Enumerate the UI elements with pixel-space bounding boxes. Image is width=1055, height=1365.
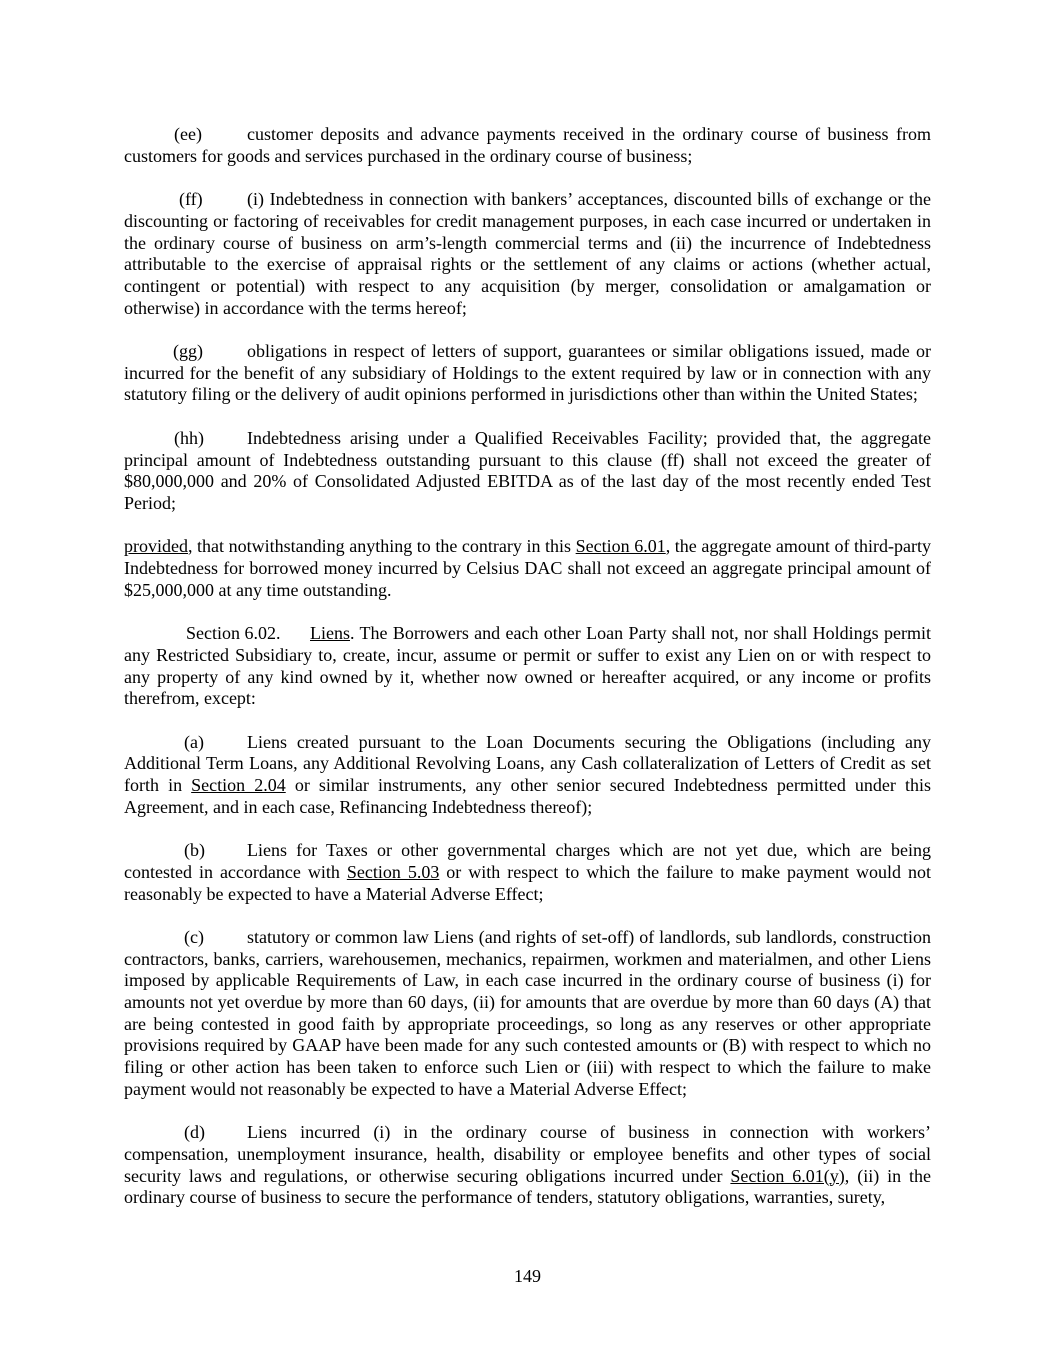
proviso-text: , the aggregate amount of third-party Indebtedness for borrowed money incurred by Celsius DAC shall not exceed an aggregate principal amount of $25,000,000 at any time outstanding. <box>124 536 932 600</box>
clause-text: , (ii) in the ordinary course of business to secure the performance of tenders, statutory obligations, warranties, surety, <box>124 1165 931 1208</box>
clause-gg <box>124 341 931 406</box>
clause-text: statutory or common law Liens (and rights of set-off) of landlords, sub landlords, construction contractors, banks, carriers, warehousemen, mechanics, repairmen, workmen and materialmen, and other Liens imposed by applicable Requirements of Law, in each case incurred in the ordinary course of business (i) for amounts not yet overdue by more than 60 days, (ii) for amounts that are overdue by more than 60 days (A) that are being contested in good faith by appropriate proceedings, so long as any reserves or other appropriate provisions required by GAAP have been made for any such contested amounts or (B) with respect to which no filing or other action has been taken to enforce such Lien or (iii) with respect to which the failure to make payment would not reasonably be expected to have a Material Adverse Effect; <box>124 926 931 1099</box>
section-reference: Section 2.04 <box>191 775 286 795</box>
clause-text: obligations in respect of letters of support, guarantees or similar obligations issued, made or incurred for the benefit of any subsidiary of Holdings to the extent required by law or in connection with any statutory filing or the delivery of audit opinions performed in jurisdictions other than within the United States; <box>124 341 931 405</box>
proviso-lead: provided <box>124 536 188 557</box>
lien-clause-a <box>124 732 931 819</box>
clause-label: (ee) <box>174 124 202 144</box>
lien-clause-d <box>124 1122 931 1209</box>
section-reference: Section 5.03 <box>346 861 440 882</box>
clause-label: (d) <box>184 1122 205 1143</box>
clause-label: (c) <box>184 926 204 947</box>
proviso-text: , that notwithstanding anything to the contrary in this <box>187 536 576 557</box>
clause-text: Indebtedness arising under a Qualified Receivables Facility; provided that, the aggregate principal amount of Indebtedness outstanding pursuant to this clause (ff) shall not exceed the greater of $80,000,000 and 20% of Consolidated Adjusted EBITDA as of the last day of the most recently ended Test Period; <box>124 427 931 513</box>
clause-text: Liens incurred (i) in the ordinary course of business in connection with workers’ compensation, unemployment insurance, health, disability or employee benefits and other types of social security laws and regulations, or otherwise securing obligations incurred under <box>124 1122 931 1186</box>
clause-text: (i) Indebtedness in connection with bankers’ acceptances, discounted bills of exchange or the discounting or factoring of receivables for credit management purposes, in each case incurred or undertaken in the ordinary course of business on arm’s-length commercial terms and (ii) the incurrence of Indebtedness attributable to the exercise of appraisal rights or the settlement of any claims or actions (whether actual, contingent or potential) with respect to any acquisition (by merger, consolidation or amalgamation or otherwise) in accordance with the terms hereof; <box>124 189 931 318</box>
clause-label: (ff) <box>179 189 203 210</box>
clause-label: (a) <box>184 731 204 752</box>
clause-hh <box>124 428 931 515</box>
section-reference: Section 6.01(y) <box>730 1165 845 1186</box>
lien-clause-b <box>124 840 931 905</box>
clause-text: Liens created pursuant to the Loan Documents securing the Obligations (including any Additional Term Loans, any Additional Revolving Loans, any Cash collateralization of Letters of Credit as set forth in <box>124 731 931 795</box>
lien-clause-c <box>124 927 931 1101</box>
section-title: Liens <box>310 623 350 644</box>
clause-ff <box>124 189 931 319</box>
proviso-paragraph <box>124 536 931 601</box>
section-number: Section 6.02. <box>186 623 281 644</box>
clause-text: customer deposits and advance payments received in the ordinary course of business from customers for goods and services purchased in the ordinary course of business; <box>124 124 931 166</box>
clause-ee <box>124 124 931 167</box>
page-number: 149 <box>514 1266 541 1286</box>
clause-label: (gg) <box>173 341 203 361</box>
section-6-02 <box>124 623 931 710</box>
clause-label: (b) <box>184 840 205 861</box>
section-reference: Section 6.01 <box>575 536 666 557</box>
clause-label: (hh) <box>174 427 204 448</box>
clause-text: or with respect to which the failure to make payment would not reasonably be expected to have a Material Adverse Effect; <box>124 861 932 904</box>
clause-text: Liens for Taxes or other governmental charges which are not yet due, which are being contested in accordance with <box>124 840 931 882</box>
clause-text: or similar instruments, any other senior secured Indebtedness permitted under this Agreement, and in each case, Refinancing Indebtedness thereof); <box>124 775 931 817</box>
section-text: . The Borrowers and each other Loan Party shall not, nor shall Holdings permit any Restricted Subsidiary to, create, incur, assume or permit or suffer to exist any Lien on or with respect to any property of any kind owned by it, whether now owned or hereafter acquired, or any income or profits therefrom, except: <box>124 623 931 709</box>
document-body <box>124 124 931 1231</box>
